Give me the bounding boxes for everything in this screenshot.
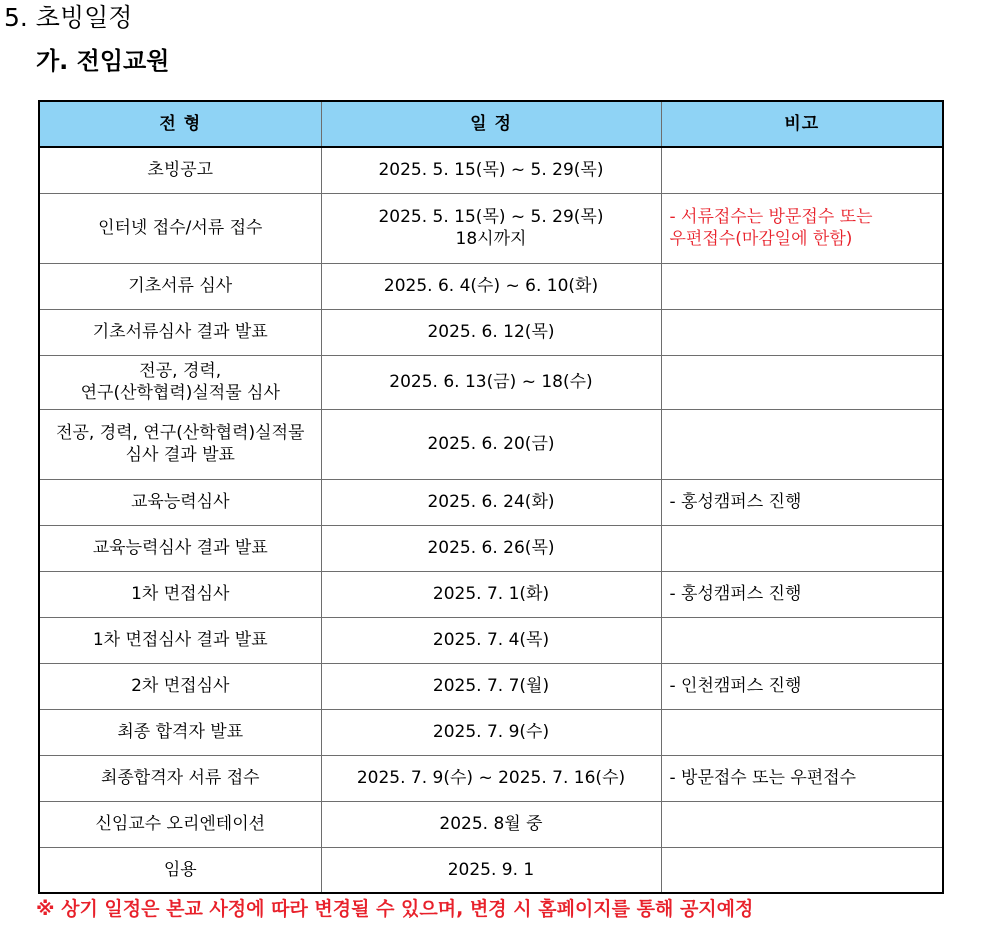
table-row [39,193,943,263]
schedule-cell: 2025. 6. 13(금) ~ 18(수) [321,355,661,409]
table-row [39,147,943,193]
note-cell [661,409,943,479]
schedule-cell: 2025. 7. 4(목) [321,617,661,663]
stage-cell: 1차 면접심사 결과 발표 [39,617,321,663]
table-row [39,409,943,479]
table-row [39,847,943,893]
table-row [39,263,943,309]
note-cell [661,847,943,893]
stage-cell: 2차 면접심사 [39,663,321,709]
note-cell [661,263,943,309]
table-row [39,525,943,571]
schedule-body [39,147,943,893]
note-cell [661,147,943,193]
table-row [39,479,943,525]
note-cell [661,355,943,409]
note-cell [661,309,943,355]
table-row [39,309,943,355]
stage-cell: 최종 합격자 발표 [39,709,321,755]
schedule-cell: 2025. 6. 20(금) [321,409,661,479]
schedule-cell: 2025. 8월 중 [321,801,661,847]
schedule-cell: 2025. 6. 24(화) [321,479,661,525]
stage-cell: 기초서류심사 결과 발표 [39,309,321,355]
notice-text: ※ 상기 일정은 본교 사정에 따라 변경될 수 있으며, 변경 시 홈페이지를 통해 공지예정 [36,898,754,920]
header-stage: 전 형 [39,101,321,147]
stage-cell: 전공, 경력, 연구(산학협력)실적물 심사 [39,355,321,409]
section-title: 5. 초빙일정 [4,3,133,32]
schedule-cell: 2025. 9. 1 [321,847,661,893]
stage-cell: 임용 [39,847,321,893]
table-row [39,709,943,755]
stage-cell: 교육능력심사 결과 발표 [39,525,321,571]
stage-cell: 신임교수 오리엔테이션 [39,801,321,847]
note-cell: - 홍성캠퍼스 진행 [661,571,943,617]
schedule-cell: 2025. 7. 7(월) [321,663,661,709]
note-cell [661,617,943,663]
note-cell: - 인천캠퍼스 진행 [661,663,943,709]
stage-cell: 교육능력심사 [39,479,321,525]
schedule-cell: 2025. 7. 9(수) [321,709,661,755]
sub-title: 가. 전임교원 [36,47,170,75]
note-cell [661,709,943,755]
stage-cell: 인터넷 접수/서류 접수 [39,193,321,263]
table-row [39,617,943,663]
schedule-cell: 2025. 6. 26(목) [321,525,661,571]
stage-cell: 전공, 경력, 연구(산학협력)실적물 심사 결과 발표 [39,409,321,479]
table-header-row [39,101,943,147]
table-row [39,801,943,847]
schedule-cell: 2025. 6. 12(목) [321,309,661,355]
stage-cell: 초빙공고 [39,147,321,193]
schedule-cell: 2025. 6. 4(수) ~ 6. 10(화) [321,263,661,309]
schedule-cell: 2025. 7. 1(화) [321,571,661,617]
stage-cell: 기초서류 심사 [39,263,321,309]
table-row [39,755,943,801]
table-row [39,355,943,409]
table-row [39,571,943,617]
header-note: 비고 [661,101,943,147]
note-cell: - 방문접수 또는 우편접수 [661,755,943,801]
stage-cell: 최종합격자 서류 접수 [39,755,321,801]
note-cell: - 서류접수는 방문접수 또는 우편접수(마감일에 한함) [661,193,943,263]
schedule-cell: 2025. 7. 9(수) ~ 2025. 7. 16(수) [321,755,661,801]
note-cell: - 홍성캠퍼스 진행 [661,479,943,525]
stage-cell: 1차 면접심사 [39,571,321,617]
schedule-cell: 2025. 5. 15(목) ~ 5. 29(목) 18시까지 [321,193,661,263]
table-row [39,663,943,709]
header-schedule: 일 정 [321,101,661,147]
note-cell [661,525,943,571]
schedule-table [38,100,944,894]
note-cell [661,801,943,847]
schedule-cell: 2025. 5. 15(목) ~ 5. 29(목) [321,147,661,193]
